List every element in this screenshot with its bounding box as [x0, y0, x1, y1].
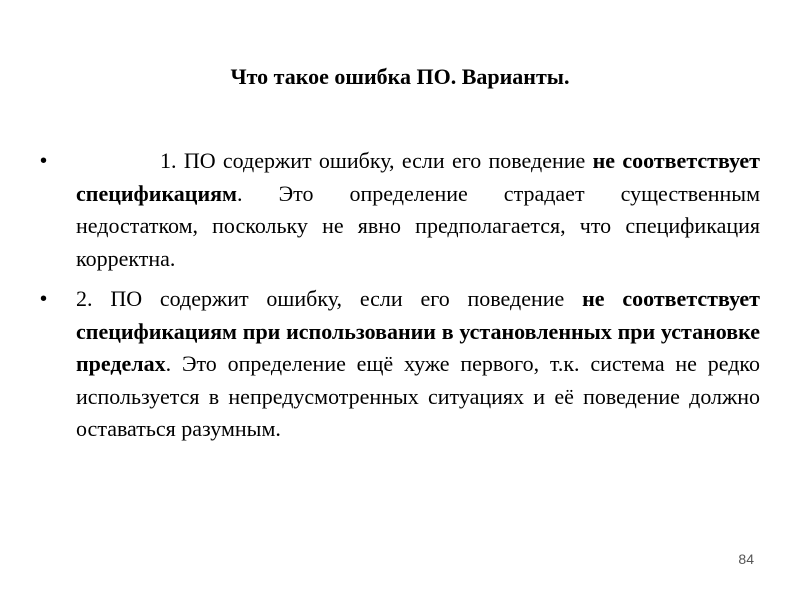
- bullet-2-text-end: . Это определение ещё хуже первого, т.к. система не редко используется в непредусмотренных ситуациях и её поведение должно оставаться разумным.: [76, 351, 760, 441]
- page-number: 84: [738, 551, 754, 567]
- bullet-item-2: [40, 283, 760, 446]
- bullet-icon: •: [40, 288, 48, 310]
- bullet-list: [40, 145, 760, 454]
- bullet-2-text-start: 2. ПО содержит ошибку, если его поведение: [76, 286, 583, 311]
- slide-title: Что такое ошибка ПО. Варианты.: [230, 64, 570, 89]
- bullet-1-bold-text: не соответствует спецификациям: [76, 148, 760, 206]
- bullet-item-1: [40, 145, 760, 275]
- bullet-1-text-end: . Это определение страдает существенным недостатком, поскольку не явно предполагается, что спецификация корректна.: [76, 180, 760, 271]
- bullet-1-text-start: 1. ПО содержит ошибку, если его поведение: [160, 148, 593, 173]
- bullet-icon: •: [40, 150, 48, 172]
- bullet-2-bold-text: не соответствует спецификациям при использовании в установленных при установке пределах: [76, 286, 760, 376]
